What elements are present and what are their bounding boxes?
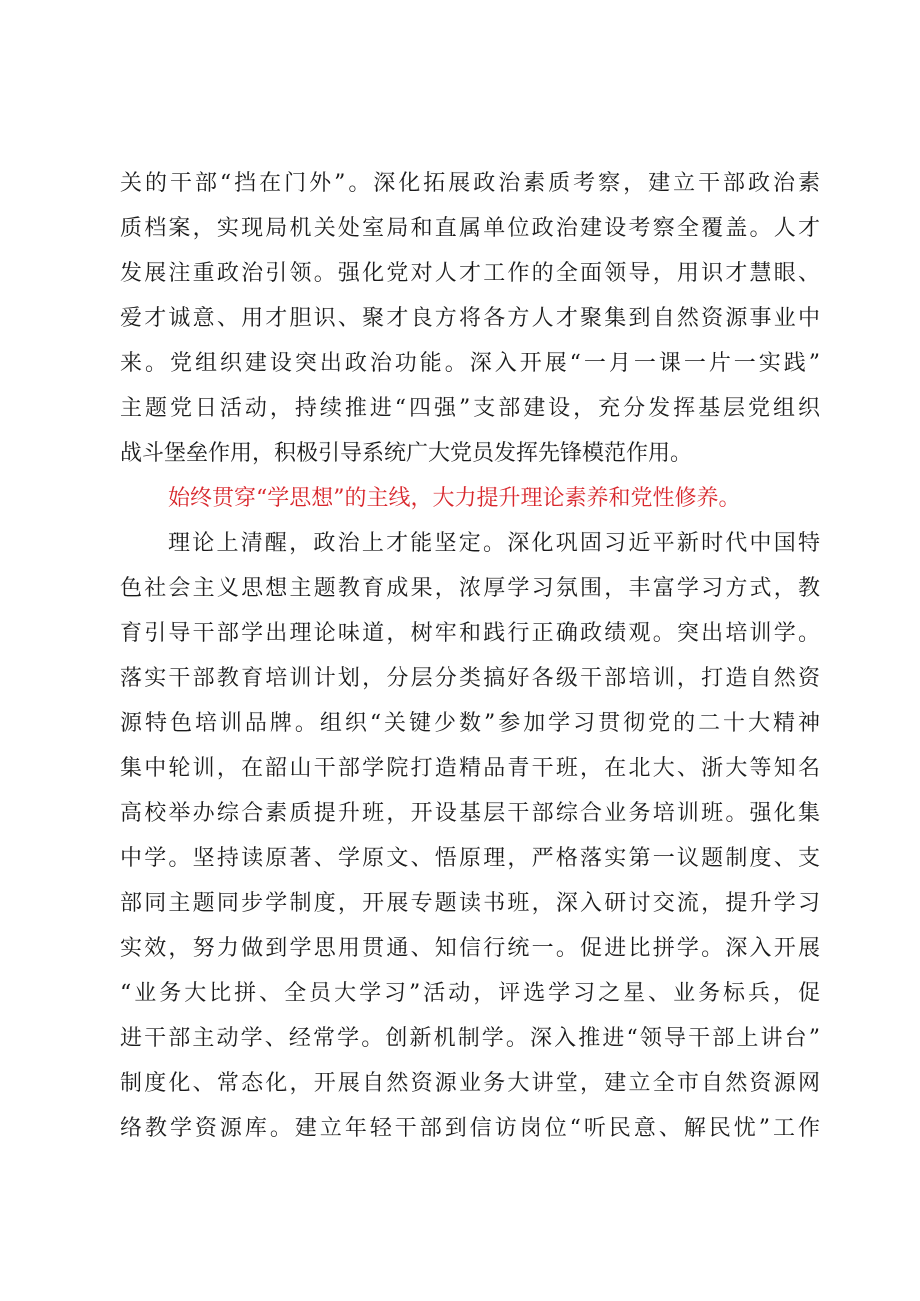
paragraph-2-line-7: 高校举办综合素质提升班，开设基层干部综合业务培训班。强化集: [120, 801, 820, 826]
paragraph-2-line-2: 色社会主义思想主题教育成果，浓厚学习氛围，丰富学习方式，教: [120, 576, 820, 601]
paragraph-2-line-5: 源特色培训品牌。组织“关键少数”参加学习贯彻党的二十大精神: [120, 711, 820, 736]
paragraph-1-line-6: 主题党日活动，持续推进“四强”支部建设，充分发挥基层党组织: [120, 396, 820, 421]
paragraph-1-line-2: 质档案，实现局机关处室局和直属单位政治建设考察全覆盖。人才: [120, 216, 820, 241]
paragraph-1-line-3: 发展注重政治引领。强化党对人才工作的全面领导，用识才慧眼、: [120, 261, 820, 286]
paragraph-2-line-3: 育引导干部学出理论味道，树牢和践行正确政绩观。突出培训学。: [120, 621, 820, 646]
paragraph-1-line-5: 来。党组织建设突出政治功能。深入开展“一月一课一片一实践”: [120, 351, 820, 376]
paragraph-2-line-4: 落实干部教育培训计划，分层分类搞好各级干部培训，打造自然资: [120, 666, 820, 691]
paragraph-1-line-4: 爱才诚意、用才胆识、聚才良方将各方人才聚集到自然资源事业中: [120, 306, 820, 331]
paragraph-2-line-1: 理论上清醒，政治上才能坚定。深化巩固习近平新时代中国特: [168, 531, 820, 556]
paragraph-1-line-1: 关的干部“挡在门外”。深化拓展政治素质考察，建立干部政治素: [120, 171, 820, 196]
paragraph-2-line-13: 制度化、常态化，开展自然资源业务大讲堂，建立全市自然资源网: [120, 1071, 820, 1096]
paragraph-1-line-7: 战斗堡垒作用，积极引导系统广大党员发挥先锋模范作用。: [120, 441, 693, 466]
paragraph-2-line-11: “业务大比拼、全员大学习”活动，评选学习之星、业务标兵，促: [120, 981, 820, 1006]
paragraph-2-line-9: 部同主题同步学制度，开展专题读书班，深入研讨交流，提升学习: [120, 891, 820, 916]
section-heading: 始终贯穿“学思想”的主线，大力提升理论素养和党性修养。: [168, 486, 741, 511]
paragraph-2-line-12: 进干部主动学、经常学。创新机制学。深入推进“领导干部上讲台”: [120, 1026, 820, 1051]
paragraph-2-line-8: 中学。坚持读原著、学原文、悟原理，严格落实第一议题制度、支: [120, 846, 820, 871]
paragraph-2-line-6: 集中轮训，在韶山干部学院打造精品青干班，在北大、浙大等知名: [120, 756, 820, 781]
paragraph-2-line-10: 实效，努力做到学思用贯通、知信行统一。促进比拼学。深入开展: [120, 936, 820, 961]
paragraph-2-line-14: 络教学资源库。建立年轻干部到信访岗位“听民意、解民忧”工作: [120, 1116, 820, 1141]
